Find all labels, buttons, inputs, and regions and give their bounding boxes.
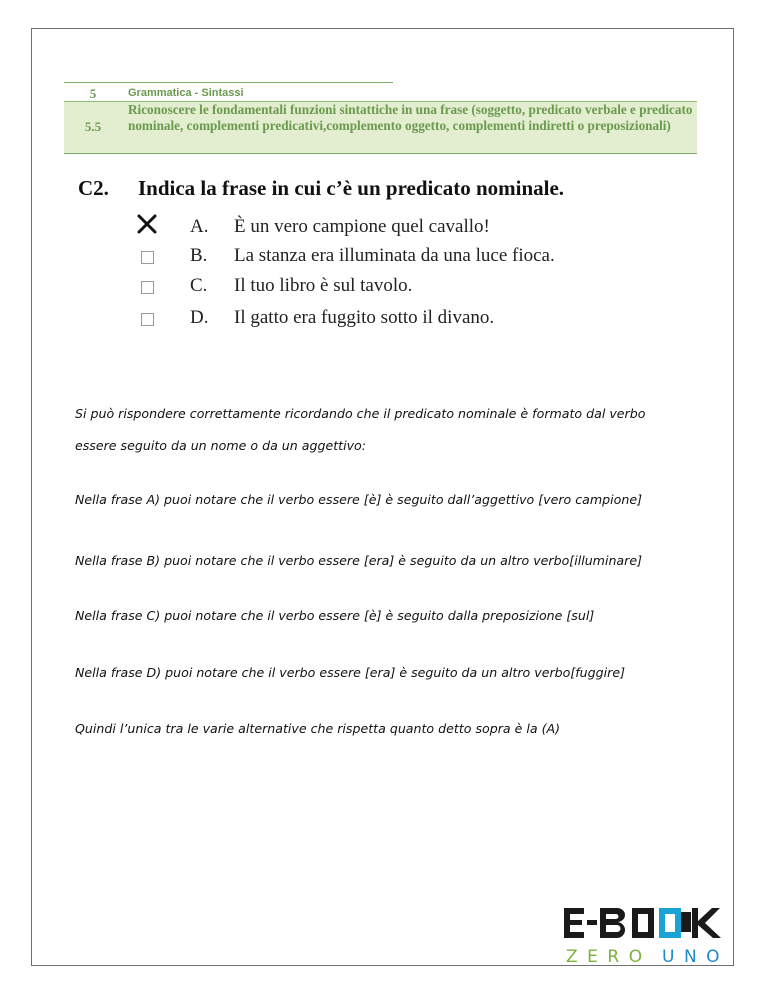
option-b[interactable]: [138, 245, 638, 271]
checkbox-icon[interactable]: [141, 313, 154, 326]
checkbox-icon[interactable]: [141, 251, 154, 264]
subsection-text: Riconoscere le fondamentali funzioni sintattiche in una frase (soggetto, predicato verbale e predicato nominale, complementi predicativi,complemento oggetto, complementi indiretti o preposizionali): [128, 102, 693, 133]
explanation-line: Nella frase C) puoi notare che il verbo essere [è] è seguito dalla preposizione [sul]: [75, 608, 595, 623]
section-number: 5: [89, 86, 97, 101]
option-text: Il gatto era fuggito sotto il divano.: [234, 307, 495, 328]
option-a[interactable]: [138, 216, 638, 242]
explanation-line: Nella frase A) puoi notare che il verbo essere [è] è seguito dall’aggettivo [vero campione]: [75, 492, 643, 507]
checkbox-icon[interactable]: [141, 281, 154, 294]
question-number: C2.: [78, 176, 109, 200]
svg-text:UNO: UNO: [662, 947, 730, 966]
option-letter: C.: [190, 275, 208, 296]
option-c[interactable]: [138, 275, 638, 301]
subsection-number: 5.5: [84, 119, 102, 134]
x-mark-icon: [136, 213, 158, 235]
explanation-line: Nella frase D) puoi notare che il verbo essere [era] è seguito da un altro verbo[fuggire]: [75, 665, 625, 680]
option-letter: D.: [190, 307, 209, 328]
explanation-line: Si può rispondere correttamente ricordando che il predicato nominale è formato dal verbo: [75, 406, 646, 421]
explanation-line: essere seguito da un nome o da un aggettivo:: [75, 438, 366, 453]
option-text: È un vero campione quel cavallo!: [234, 216, 490, 237]
explanation-line: Quindi l’unica tra le varie alternative che rispetta quanto detto sopra è la (A): [75, 721, 561, 736]
option-letter: B.: [190, 245, 208, 266]
svg-text:ZERO: ZERO: [566, 947, 652, 966]
ebook-zerouno-logo: [562, 906, 736, 966]
question-text: Indica la frase in cui c’è un predicato nominale.: [138, 176, 565, 200]
option-text: Il tuo libro è sul tavolo.: [234, 275, 413, 296]
option-d[interactable]: [138, 307, 638, 333]
section-title: Grammatica - Sintassi: [128, 87, 244, 99]
option-text: La stanza era illuminata da una luce fioca.: [234, 245, 555, 266]
option-letter: A.: [190, 216, 209, 237]
explanation-line: Nella frase B) puoi notare che il verbo essere [era] è seguito da un altro verbo[illuminare]: [75, 553, 642, 568]
